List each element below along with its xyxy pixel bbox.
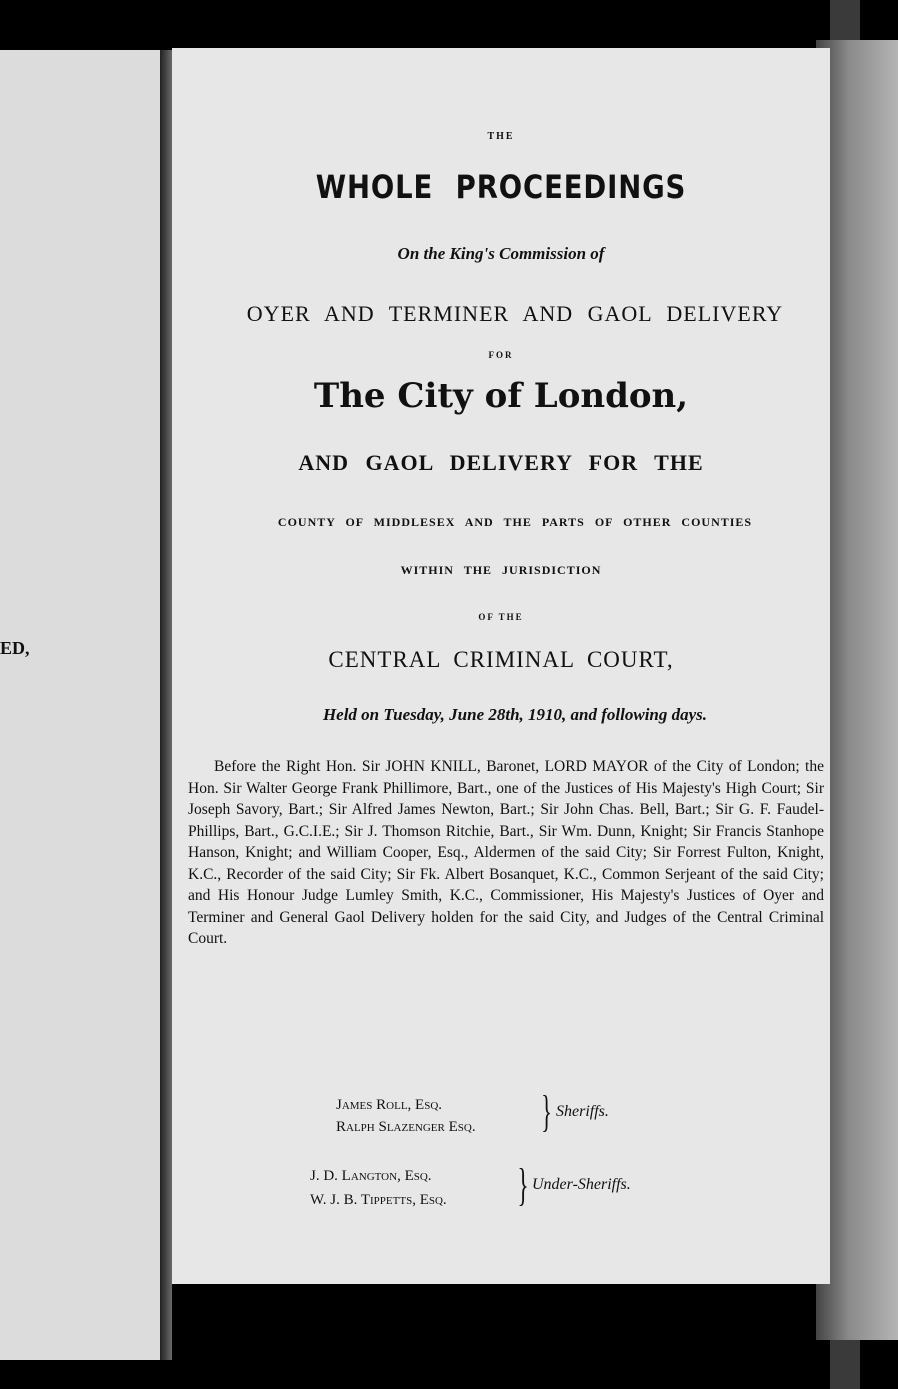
under-sheriffs-role: Under-Sheriffs. (532, 1176, 631, 1193)
left-page-fragment: ED, (0, 638, 30, 658)
under-sheriff-name: W. J. B. Tippetts, Esq. (310, 1192, 447, 1208)
of-the-line: OF THE (478, 612, 524, 622)
brace-icon: } (541, 1087, 552, 1136)
book-gutter (160, 50, 172, 1360)
jurisdiction-line: WITHIN THE JURISDICTION (400, 563, 602, 577)
under-sheriffs-names (310, 1164, 447, 1212)
gaol-delivery-line: AND GAOL DELIVERY FOR THE (298, 450, 704, 475)
county-line: COUNTY OF MIDDLESEX AND THE PARTS OF OTHER COUNTIES (277, 515, 753, 529)
page-title: WHOLE PROCEEDINGS (315, 168, 687, 206)
held-date-line: Held on Tuesday, June 28th, 1910, and following days. (322, 705, 708, 724)
sheriff-name: Ralph Slazenger Esq. (336, 1119, 476, 1135)
sheriffs-role: Sheriffs. (556, 1103, 609, 1120)
city-of-london: The City of London, (313, 376, 689, 416)
commission-line: On the King's Commission of (397, 244, 605, 263)
sheriffs-names (336, 1094, 476, 1138)
left-facing-page (0, 50, 162, 1360)
sheriff-name: James Roll, Esq. (336, 1097, 443, 1113)
oyer-line: OYER AND TERMINER AND GAOL DELIVERY (246, 301, 784, 326)
under-sheriff-name: J. D. Langton, Esq. (310, 1168, 432, 1184)
brace-icon: } (517, 1159, 529, 1210)
title-the: THE (487, 131, 515, 142)
court-name: CENTRAL CRIMINAL COURT, (328, 647, 674, 672)
justices-paragraph: Before the Right Hon. Sir JOHN KNILL, Baronet, LORD MAYOR of the City of London; the Hon. Sir Walter George Frank Phillimore, Bart., one of the Justices of His Majesty's High Court; Sir Joseph Savory, Bart.; Sir Alfred James Newton, Bart.; Sir John Chas. Bell, Bart.; Sir G. F. Faudel-Phillips, Bart., G.C.I.E.; Sir J. Thomson Ritchie, Bart., Sir Wm. Dunn, Knight; Sir Francis Stanhope Hanson, Knight; and William Cooper, Esq., Aldermen of the said City; Sir Forrest Fulton, Knight, K.C., Recorder of the said City; Sir Fk. Albert Bosanquet, K.C., Common Serjeant of the said City; and His Honour Judge Lumley Smith, K.C., Commissioner, His Majesty's Justices of Oyer and Terminer and General Gaol Delivery holden for the said City, and Judges of the Central Criminal Court. (188, 758, 824, 947)
for-line: FOR (488, 350, 514, 360)
